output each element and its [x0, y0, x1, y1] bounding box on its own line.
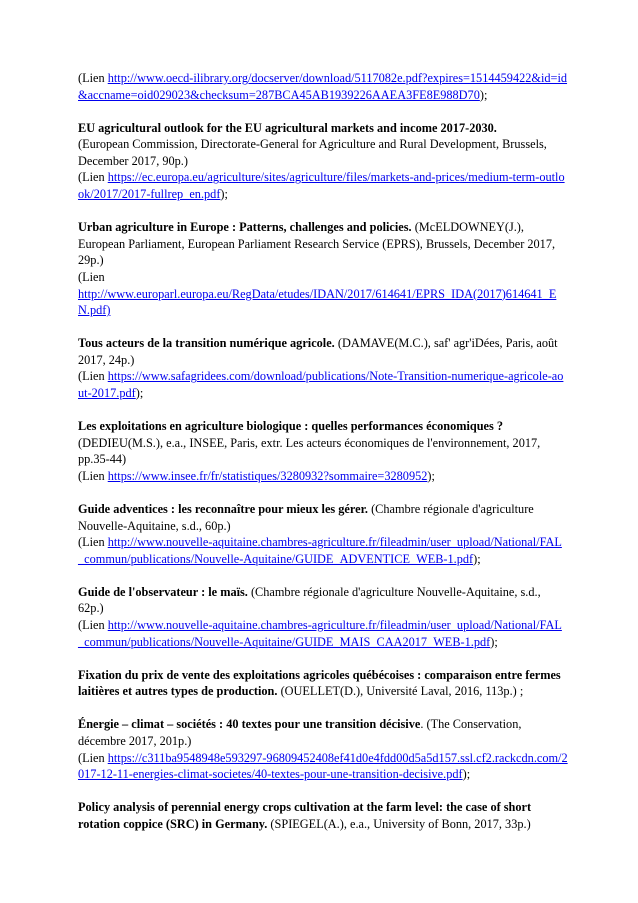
- link-suffix: );: [427, 468, 435, 483]
- reference-title: Les exploitations en agriculture biologique : quelles performances économiques ?: [78, 419, 504, 434]
- reference-details: (SPIEGEL(A.), e.a., University of Bonn, 2017, 33p.): [270, 816, 531, 831]
- reference-link[interactable]: http://www.nouvelle-aquitaine.chambres-agriculture.fr/fileadmin/user_upload/National/FAL_commun/publications/Nouvelle-Aquitaine/GUIDE_MAIS_CAA2017_WEB-1.pdf: [78, 618, 562, 649]
- link-prefix: (Lien: [78, 71, 108, 85]
- reference-entry: [78, 667, 568, 700]
- reference-entry: [78, 335, 568, 401]
- link-suffix: );: [220, 187, 228, 202]
- reference-link[interactable]: https://www.safagridees.com/download/publications/Note-Transition-numerique-agricole-aout-2017.pdf: [78, 369, 564, 400]
- link-prefix: (Lien: [78, 468, 108, 483]
- reference-link[interactable]: http://www.europarl.europa.eu/RegData/etudes/IDAN/2017/614641/EPRS_IDA(2017)614641_EN.pdf): [78, 286, 557, 318]
- link-suffix: );: [479, 87, 488, 102]
- reference-link[interactable]: https://c311ba9548948e593297-96809452408ef41d0e4fdd00d5a5d157.ssl.cf2.rackcdn.com/2017-12-11-energies-climat-societes/40-textes-pour-une-transition-decisive.pdf: [78, 750, 568, 782]
- reference-details: (Chambre régionale d'agriculture Nouvelle-Aquitaine, s.d., 60p.): [78, 501, 534, 533]
- link-prefix: (Lien: [78, 170, 108, 185]
- reference-entry: [78, 120, 568, 203]
- link-prefix: (Lien: [78, 535, 108, 550]
- reference-link[interactable]: http://www.oecd-ilibrary.org/docserver/download/5117082e.pdf?expires=1514459422&id=id&accname=oid029023&checksum=287BCA45AB1939226AAEA3FE8E988D70: [78, 71, 568, 102]
- reference-title: Tous acteurs de la transition numérique agricole.: [78, 336, 335, 351]
- reference-entry: [78, 716, 568, 782]
- reference-link[interactable]: http://www.nouvelle-aquitaine.chambres-agriculture.fr/fileadmin/user_upload/National/FAL_commun/publications/Nouvelle-Aquitaine/GUIDE_ADVENTICE_WEB-1.pdf: [78, 535, 562, 566]
- reference-details: (Chambre régionale d'agriculture Nouvelle-Aquitaine, s.d., 62p.): [78, 584, 541, 616]
- reference-title: Guide adventices : les reconnaître pour mieux les gérer.: [78, 501, 368, 516]
- link-prefix: (Lien: [78, 618, 108, 633]
- link-suffix: );: [473, 551, 481, 566]
- link-suffix: );: [135, 386, 144, 400]
- reference-entry: [78, 418, 568, 484]
- reference-details: . (The Conservation, décembre 2017, 201p.): [78, 717, 522, 748]
- link-prefix: (Lien: [78, 269, 105, 284]
- link-prefix: (Lien: [78, 750, 108, 765]
- link-suffix: );: [490, 634, 498, 649]
- reference-entry: [78, 584, 568, 650]
- reference-title: EU agricultural outlook for the EU agricultural markets and income 2017-2030.: [78, 120, 497, 135]
- reference-entry: [78, 70, 568, 103]
- reference-entry: [78, 219, 568, 319]
- reference-title: Énergie – climat – sociétés : 40 textes pour une transition décisive: [78, 717, 421, 732]
- link-suffix: );: [462, 767, 471, 782]
- reference-details: (DAMAVE(M.C.), saf' agr'iDées, Paris, août 2017, 24p.): [78, 336, 558, 367]
- reference-details: (DEDIEU(M.S.), e.a., INSEE, Paris, extr. Les acteurs économiques de l'environnement, 2017, pp.35-44): [78, 435, 541, 467]
- reference-entry: [78, 501, 568, 567]
- reference-title: Policy analysis of perennial energy crops cultivation at the farm level: the case of short rotation coppice (SRC) in Germany.: [78, 800, 532, 831]
- reference-details: (European Commission, Directorate-General for Agriculture and Rural Development, Brussels, December 2017, 90p.): [78, 137, 547, 168]
- reference-details: (McELDOWNEY(J.), European Parliament, European Parliament Research Service (EPRS), Brussels, December 2017, 29p.): [78, 220, 556, 268]
- reference-title: Guide de l'observateur : le maïs.: [78, 584, 248, 599]
- reference-title: Fixation du prix de vente des exploitations agricoles québécoises : comparaison entre fermes laitières et autres types de production.: [78, 667, 561, 699]
- reference-details: (OUELLET(D.), Université Laval, 2016, 113p.) ;: [280, 684, 524, 699]
- reference-entry: [78, 799, 568, 832]
- reference-link[interactable]: https://ec.europa.eu/agriculture/sites/agriculture/files/markets-and-prices/medium-term-outlook/2017/2017-fullrep_en.pdf: [78, 170, 565, 202]
- reference-title: Urban agriculture in Europe : Patterns, challenges and policies.: [78, 220, 412, 235]
- reference-link[interactable]: https://www.insee.fr/fr/statistiques/3280932?sommaire=3280952: [107, 468, 428, 483]
- link-prefix: (Lien: [78, 369, 108, 384]
- bibliography-page: [78, 70, 568, 849]
